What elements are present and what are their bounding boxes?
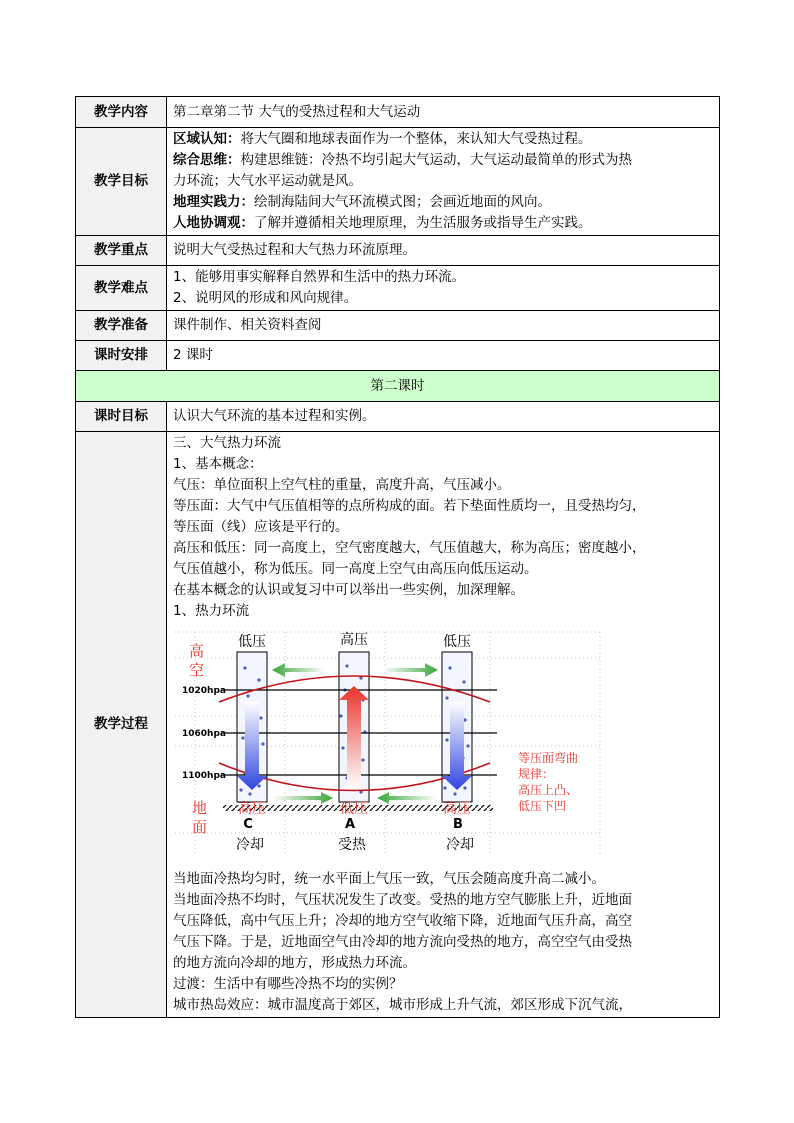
row-label: 教学准备 [76,311,167,341]
row-label: 课时安排 [76,341,167,371]
upper-flow-arrow-left [272,663,325,677]
row-key-point [76,236,720,266]
lesson-goal-text: 认识大气环流的基本过程和实例。 [167,402,720,432]
row-difficulty [76,266,720,311]
process-line: 当地面冷热不均时，气压状况发生了改变。受热的地方空气膨胀上升，近地面 [173,892,632,908]
process-line: 过渡：生活中有哪些冷热不均的实例？ [173,976,403,992]
process-line: 1、基本概念： [173,456,263,472]
isobar-label: 1100hpa [182,771,226,781]
key-point-text: 说明大气受热过程和大气热力环流原理。 [167,236,720,266]
process-cell [167,432,720,1018]
goal-key: 区域认知： [173,131,241,147]
ground-label: 面 [192,818,208,836]
difficulty-line: 1、能够用事实解释自然界和生活中的热力环流。 [173,269,466,285]
row-label: 课时目标 [76,402,167,432]
row-goals [76,128,720,236]
row-label: 教学目标 [76,128,167,236]
difficulty-cell [167,266,720,311]
goal-key: 地理实践力： [173,194,254,210]
isobar-label: 1020hpa [182,686,226,696]
high-altitude-label: 空 [189,661,205,679]
isobar-rule-note: 等压面弯曲 [518,751,579,765]
goal-item [173,150,713,171]
goal-key: 综合思维： [173,152,241,168]
process-line: 等压面：大气中气压值相等的点所构成的面。若下垫面性质均一，且受热均匀， [173,498,646,514]
row-section [76,371,720,402]
isobar-label: 1060hpa [182,729,226,739]
surface-state-label: 冷却 [446,837,474,853]
isobar-rule-note: 规律： [518,767,555,781]
goal-text: 绘制海陆间大气环流模式图；会画近地面的风向。 [254,194,551,210]
lesson-table [75,96,720,1018]
process-line: 城市热岛效应：城市温度高于郊区，城市形成上升气流，郊区形成下沉气流， [173,997,632,1013]
goal-text: 将大气圈和地球表面作为一个整体，来认知大气受热过程。 [240,131,592,147]
goal-text: 了解并遵循相关地理原理，为生活服务或指导生产实践。 [254,215,592,231]
goal-item [173,129,713,150]
lesson-plan [75,96,719,1018]
top-pressure-label: 低压 [443,634,471,650]
process-line: 当地面冷热均匀时，统一水平面上气压一致，气压会随高度升高二减小。 [173,871,605,887]
goals-cell [167,128,720,236]
section-title: 第二课时 [76,371,720,402]
process-line: 1、热力环流 [173,603,250,619]
surface-flow-arrow-left [377,792,437,804]
goal-item [173,213,713,234]
row-label: 教学内容 [76,97,167,128]
row-label: 教学过程 [76,432,167,1018]
content-text: 第二章第二节 大气的受热过程和大气运动 [167,97,720,128]
schedule-text: 2 课时 [167,341,720,371]
process-line: 高压和低压：同一高度上，空气密度越大，气压值越大，称为高压；密度越小， [173,540,646,556]
process-line: 气压值越小，称为低压。同一高度上空气由高压向低压运动。 [173,561,538,577]
goal-text: 构建思维链：冷热不均引起大气运动，大气运动最简单的形式为热 [240,152,632,168]
process-line: 在基本概念的认识或复习中可以举出一些实例，加深理解。 [173,582,524,598]
process-line: 三、大气热力环流 [173,435,281,451]
row-content [76,97,720,128]
process-line: 等压面（线）应该是平行的。 [173,519,349,535]
top-pressure-label: 高压 [340,632,368,648]
difficulty-line: 2、说明风的形成和风向规律。 [173,290,358,306]
goal-key: 人地协调观： [173,215,254,231]
surface-pressure-label: 高压 [443,801,471,817]
surface-pressure-label: 低压 [340,801,368,817]
process-line: 的地方流向冷却的地方，形成热力环流。 [173,955,416,971]
prep-text: 课件制作、相关资料查阅 [167,311,720,341]
surface-state-label: 受热 [338,837,366,853]
surface-state-label: 冷却 [236,837,264,853]
process-line: 气压：单位面积上空气柱的重量，高度升高，气压减小。 [173,477,511,493]
surface-pressure-label: 高压 [238,801,266,817]
row-label: 教学重点 [76,236,167,266]
goal-continuation: 力环流；大气水平运动就是风。 [173,173,362,189]
location-letter: B [453,817,463,832]
row-lesson-goal [76,402,720,432]
process-line: 气压下降。于是，近地面空气由冷却的地方流向受热的地方，高空空气由受热 [173,934,632,950]
ground-label: 地 [192,799,208,817]
row-prep [76,311,720,341]
upper-flow-arrow-right [383,663,438,677]
top-pressure-label: 低压 [238,634,266,650]
surface-flow-arrow-right [273,792,333,804]
goal-item [173,192,713,213]
isobar-rule-note: 低压下凹 [518,799,567,813]
process-line: 气压降低，高中气压上升；冷却的地方空气收缩下降，近地面气压升高，高空 [173,913,632,929]
row-label: 教学难点 [76,266,167,311]
high-altitude-label: 高 [189,642,205,660]
row-schedule [76,341,720,371]
isobar-rule-note: 高压上凸、 [518,783,579,797]
location-letter: C [243,817,253,832]
thermal-circulation-diagram [175,628,605,863]
location-letter: A [344,817,356,832]
row-process [76,432,720,1018]
